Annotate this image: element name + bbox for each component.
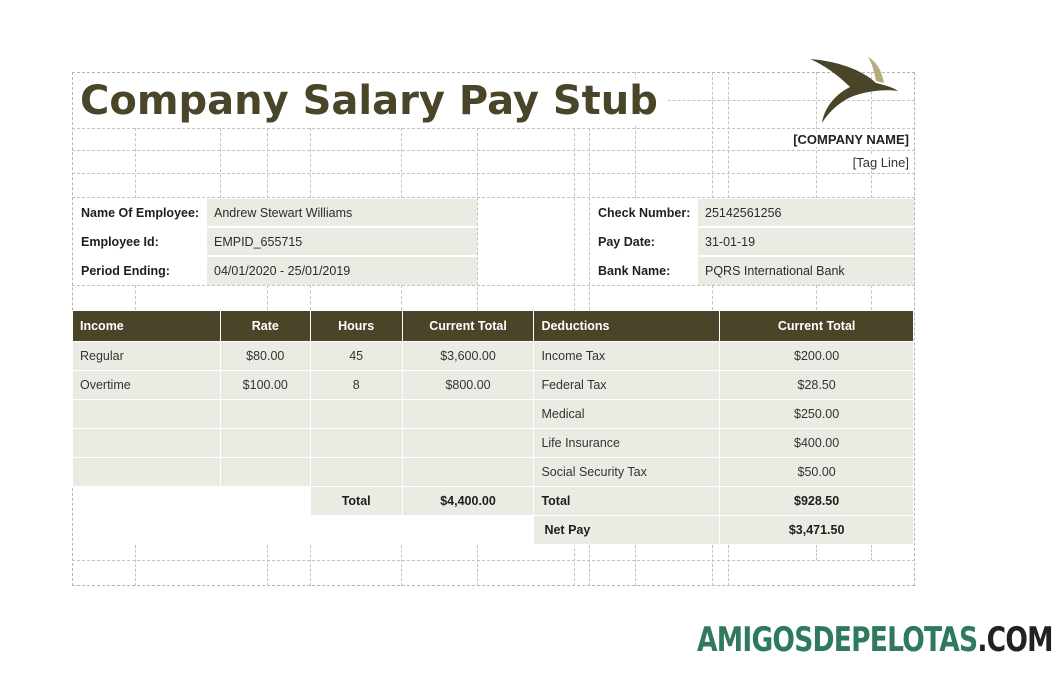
income-type	[73, 458, 221, 487]
income-total-value: $4,400.00	[402, 487, 534, 516]
income-hours: 8	[310, 371, 402, 400]
table-row	[73, 342, 914, 371]
income-rate: $80.00	[220, 342, 310, 371]
grid-line	[135, 128, 136, 198]
bank-name-value: PQRS International Bank	[698, 257, 914, 285]
deduction-name: Federal Tax	[534, 371, 720, 400]
grid-line	[477, 128, 478, 310]
income-rate	[220, 429, 310, 458]
grid-line	[267, 128, 268, 198]
grid-line	[310, 128, 311, 198]
income-total	[402, 458, 534, 487]
tag-line: [Tag Line]	[849, 155, 909, 170]
employee-name-label: Name Of Employee:	[73, 199, 207, 227]
grid-line	[816, 545, 817, 560]
deductions-total-label: Total	[534, 487, 720, 516]
check-number-value: 25142561256	[698, 199, 914, 227]
empty-cell	[310, 516, 402, 545]
bank-name-label: Bank Name:	[590, 257, 698, 285]
watermark	[697, 620, 1053, 660]
income-total-label: Total	[310, 487, 402, 516]
deduction-amount: $200.00	[720, 342, 914, 371]
watermark-suffix: .COM	[977, 620, 1053, 660]
deductions-header: Deductions	[534, 311, 720, 342]
rate-header: Rate	[220, 311, 310, 342]
grid-line	[72, 197, 915, 198]
deduction-amount: $250.00	[720, 400, 914, 429]
totals-row	[73, 487, 914, 516]
empty-cell	[402, 516, 534, 545]
deductions-current-total-header: Current Total	[720, 311, 914, 342]
grid-line	[589, 545, 590, 586]
watermark-main: AMIGOSDEPELOTAS	[697, 620, 978, 660]
income-total	[402, 400, 534, 429]
employee-id-label: Employee Id:	[73, 228, 207, 256]
grid-line	[816, 285, 817, 310]
grid-line	[401, 285, 402, 310]
income-header: Income	[73, 311, 221, 342]
deduction-name: Social Security Tax	[534, 458, 720, 487]
pay-date-label: Pay Date:	[590, 228, 698, 256]
grid-line	[267, 285, 268, 310]
grid-line	[871, 545, 872, 560]
income-type: Overtime	[73, 371, 221, 400]
empty-cell	[73, 487, 221, 516]
deduction-name: Income Tax	[534, 342, 720, 371]
net-pay-value: $3,471.50	[720, 516, 914, 545]
deduction-amount: $400.00	[720, 429, 914, 458]
income-hours	[310, 458, 402, 487]
grid-line	[477, 545, 478, 586]
grid-line	[72, 150, 915, 151]
income-hours	[310, 429, 402, 458]
grid-line	[871, 285, 872, 310]
grid-line	[712, 72, 713, 198]
deduction-name: Life Insurance	[534, 429, 720, 458]
grid-line	[728, 545, 729, 586]
income-type	[73, 429, 221, 458]
period-ending-label: Period Ending:	[73, 257, 207, 285]
table-header-row	[73, 311, 914, 342]
empty-cell	[220, 516, 310, 545]
income-total: $3,600.00	[402, 342, 534, 371]
grid-line	[635, 545, 636, 586]
check-number-label: Check Number:	[590, 199, 698, 227]
income-hours: 45	[310, 342, 402, 371]
table-row	[73, 458, 914, 487]
grid-line	[310, 285, 311, 310]
grid-line	[135, 285, 136, 310]
grid-line	[267, 545, 268, 586]
grid-line	[72, 128, 915, 129]
grid-line	[712, 545, 713, 586]
table-row	[73, 400, 914, 429]
income-current-total-header: Current Total	[402, 311, 534, 342]
income-total: $800.00	[402, 371, 534, 400]
deduction-amount: $50.00	[720, 458, 914, 487]
income-type	[73, 400, 221, 429]
net-pay-row	[73, 516, 914, 545]
deduction-name: Medical	[534, 400, 720, 429]
employee-id-value: EMPID_655715	[207, 228, 477, 256]
company-name: [COMPANY NAME]	[789, 132, 909, 147]
grid-line	[135, 545, 136, 586]
period-ending-value: 04/01/2020 - 25/01/2019	[207, 257, 477, 285]
grid-line	[72, 285, 915, 286]
pay-date-value: 31-01-19	[698, 228, 914, 256]
grid-line	[401, 128, 402, 198]
empty-cell	[220, 487, 310, 516]
grid-line	[728, 72, 729, 198]
grid-line	[401, 545, 402, 586]
deduction-amount: $28.50	[720, 371, 914, 400]
pay-table	[72, 310, 914, 545]
empty-cell	[73, 516, 221, 545]
income-total	[402, 429, 534, 458]
employee-name-value: Andrew Stewart Williams	[207, 199, 477, 227]
grid-line	[72, 560, 915, 561]
hours-header: Hours	[310, 311, 402, 342]
net-pay-label: Net Pay	[534, 516, 720, 545]
deductions-total-value: $928.50	[720, 487, 914, 516]
grid-line	[72, 173, 915, 174]
income-rate: $100.00	[220, 371, 310, 400]
grid-line	[712, 285, 713, 310]
table-row	[73, 371, 914, 400]
bird-logo-icon	[806, 55, 901, 125]
income-hours	[310, 400, 402, 429]
income-rate	[220, 458, 310, 487]
grid-line	[310, 545, 311, 586]
grid-line	[220, 128, 221, 198]
income-type: Regular	[73, 342, 221, 371]
income-rate	[220, 400, 310, 429]
table-row	[73, 429, 914, 458]
page-title: Company Salary Pay Stub	[80, 78, 668, 124]
